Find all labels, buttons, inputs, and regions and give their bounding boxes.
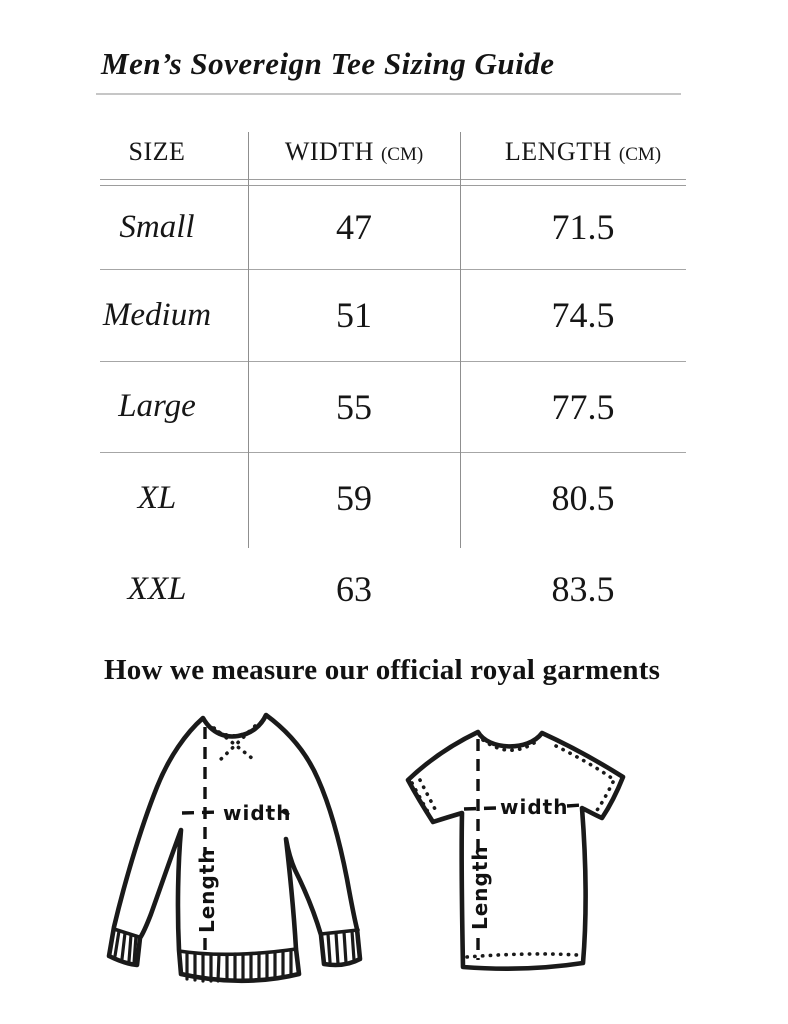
width-unit-label: (CM): [380, 144, 424, 166]
size-table: [100, 126, 686, 634]
width-cell: 47: [248, 185, 460, 269]
length-cell: 71.5: [460, 185, 686, 269]
size-header-label: SIZE: [128, 137, 186, 167]
column-header-length: [460, 126, 686, 179]
width-cell: 63: [336, 569, 372, 609]
length-cell: 83.5: [551, 569, 615, 609]
table-header-row: [100, 126, 686, 179]
title-divider: [96, 93, 681, 95]
size-cell: XL: [137, 479, 177, 516]
tshirt-width-label: width: [500, 795, 569, 819]
sweater-illustration: [102, 702, 377, 1002]
table-row: [100, 361, 686, 452]
sweater-outline: [109, 715, 360, 981]
sweater-length-label: Length: [195, 848, 219, 933]
tshirt-illustration: [396, 710, 644, 1007]
length-cell: 80.5: [551, 478, 615, 519]
length-unit-label: (CM): [618, 144, 662, 166]
width-header-label: WIDTH: [284, 137, 374, 167]
page-title: Men’s Sovereign Tee Sizing Guide: [101, 46, 555, 81]
sweater-width-label: width: [223, 801, 292, 825]
size-cell: Medium: [100, 269, 248, 361]
width-cell: 51: [248, 269, 460, 361]
column-header-width: [248, 126, 460, 179]
length-header-label: LENGTH: [504, 137, 612, 167]
tshirt-outline: [408, 732, 623, 969]
size-cell: Large: [100, 361, 248, 452]
width-cell: 59: [336, 478, 372, 519]
size-cell: Small: [100, 185, 248, 269]
length-cell: 77.5: [460, 361, 686, 452]
width-cell: 55: [248, 361, 460, 452]
table-column-divider: [460, 132, 461, 548]
table-column-divider: [248, 132, 249, 548]
tshirt-length-label: Length: [468, 845, 492, 930]
length-cell: 74.5: [460, 269, 686, 361]
column-header-size: [100, 126, 248, 179]
table-row: [100, 452, 686, 544]
table-row: [100, 269, 686, 361]
measure-heading: How we measure our official royal garments: [104, 654, 661, 686]
table-row: [100, 544, 686, 634]
table-row: [100, 185, 686, 269]
size-cell: XXL: [127, 570, 187, 607]
